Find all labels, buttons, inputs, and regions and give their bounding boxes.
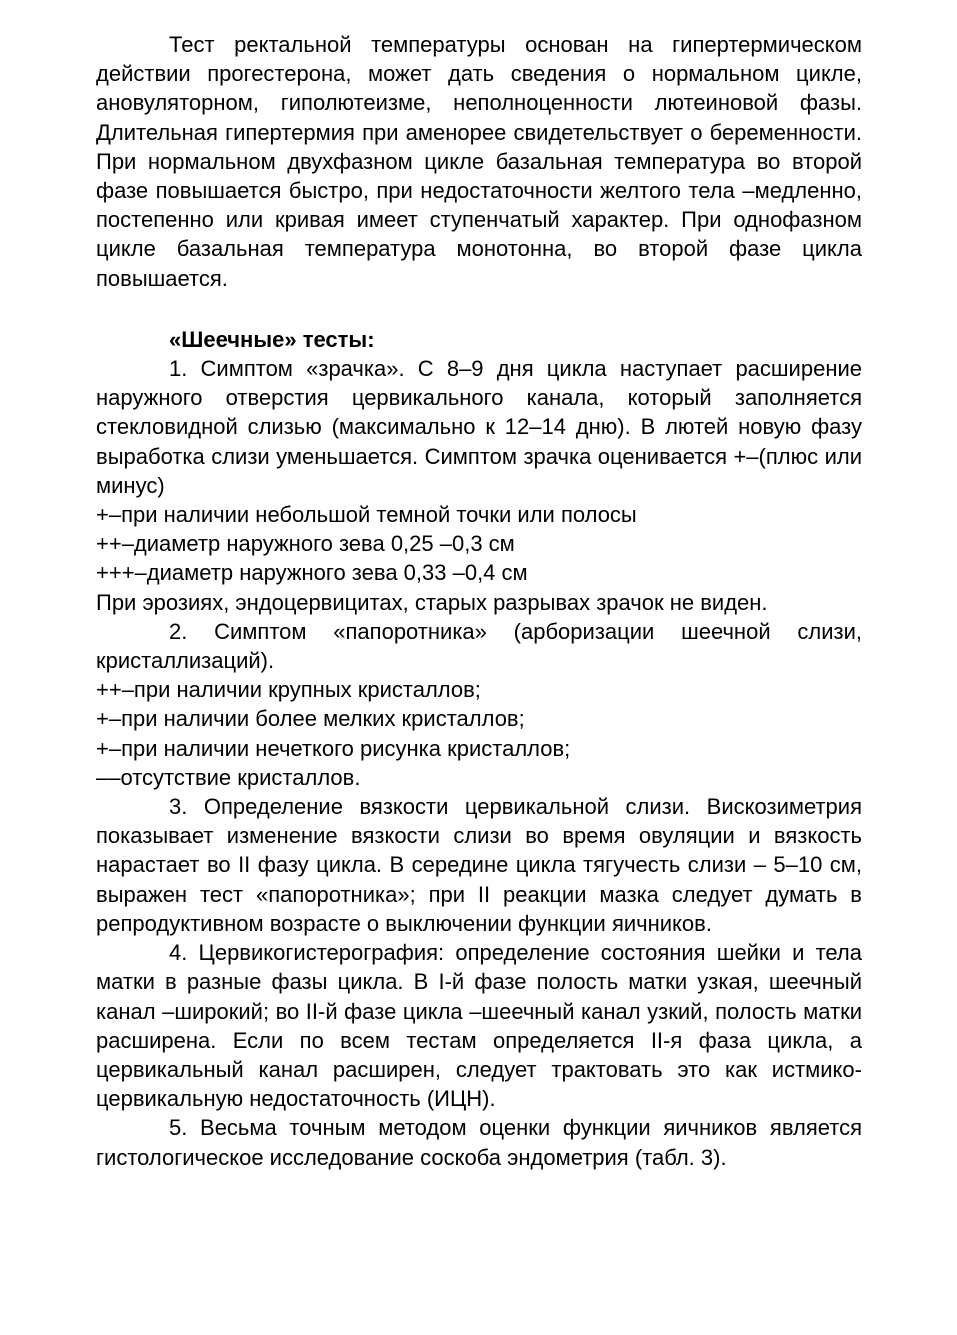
fern-grade-1: ++–при наличии крупных кристаллов; bbox=[96, 677, 481, 703]
histology-paragraph: 5. Весьма точным методом оценки функции яичников является гистологическое исследование соскоба эндометрия (табл. 3). bbox=[96, 1115, 862, 1170]
pupil-grade-1: +–при наличии небольшой темной точки или полосы bbox=[96, 502, 637, 528]
fern-symptom-paragraph: 2. Симптом «папоротника» (арборизации шеечной слизи, кристаллизаций). bbox=[96, 618, 862, 674]
document-page bbox=[96, 30, 862, 1172]
intro-paragraph: Тест ректальной температуры основан на гипертермическом действии прогестерона, может дать сведения о нормальном цикле, ановуляторном, гиполютеизме, неполноценности лютеиновой фазы. Длительная гипертермия при аменорее свидетельствует о беременности. При нормальном двухфазном цикле базальная температура во второй фазе повышается быстро, при недостаточности желтого тела –медленно, постепенно или кривая имеет ступенчатый характер. При однофазном цикле базальная температура монотонна, во второй фазе цикла повышается. bbox=[96, 32, 862, 291]
fern-grade-4: ––отсутствие кристаллов. bbox=[96, 764, 361, 790]
pupil-note: При эрозиях, эндоцервицитах, старых разрывах зрачок не виден. bbox=[96, 589, 768, 615]
pupil-symptom-paragraph: 1. Симптом «зрачка». С 8–9 дня цикла наступает расширение наружного отверстия цервикального канала, который заполняется стекловидной слизью (максимально к 12–14 дню). В лютей новую фазу выработка слизи уменьшается. Симптом зрачка оценивается +–(плюс или минус) bbox=[96, 356, 862, 498]
fern-grade-2: +–при наличии более мелких кристаллов; bbox=[96, 706, 525, 732]
cervicography-paragraph: 4. Цервикогистерография: определение состояния шейки и тела матки в разные фазы цикла. В I-й фазе полость матки узкая, шеечный канал –широкий; во II-й фазе цикла –шеечный канал узкий, полость матки расширена. Если по всем тестам определяется II-я фаза цикла, а цервикальный канал расширен, следует трактовать это как истмико-цервикальную недостаточность (ИЦН). bbox=[96, 940, 862, 1112]
viscosity-paragraph: 3. Определение вязкости цервикальной слизи. Вискозиметрия показывает изменение вязкости слизи во время овуляции и вязкость нарастает во II фазу цикла. В середине цикла тягучесть слизи – 5–10 см, выражен тест «папоротника»; при II реакции мазка следует думать в репродуктивном возрасте о выключении функции яичников. bbox=[96, 794, 862, 936]
pupil-grade-3: +++–диаметр наружного зева 0,33 –0,4 см bbox=[96, 560, 528, 586]
section-heading: «Шеечные» тесты: bbox=[169, 326, 375, 352]
fern-grade-3: +–при наличии нечеткого рисунка кристаллов; bbox=[96, 735, 571, 761]
pupil-grade-2: ++–диаметр наружного зева 0,25 –0,3 см bbox=[96, 531, 515, 557]
